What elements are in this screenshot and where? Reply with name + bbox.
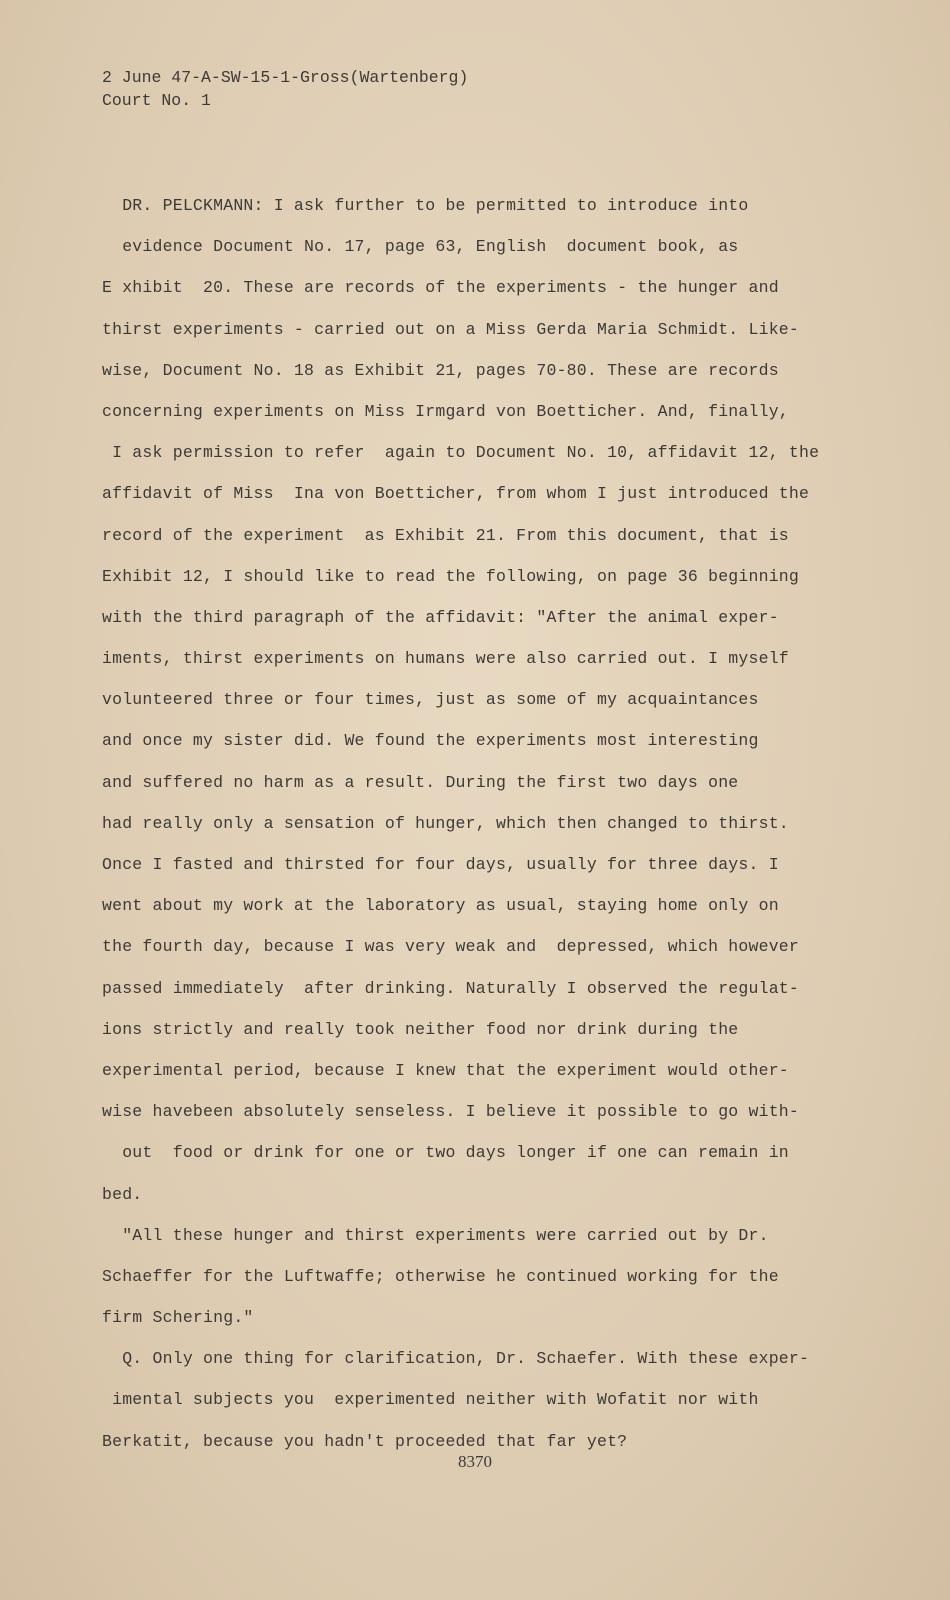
transcript-line: imental subjects you experimented neither with Wofatit nor with (102, 1390, 759, 1410)
transcript-line: and once my sister did. We found the experiments most interesting (102, 731, 759, 751)
transcript-line: I ask permission to refer again to Document No. 10, affidavit 12, the (102, 443, 820, 463)
transcript-line: went about my work at the laboratory as usual, staying home only on (102, 896, 779, 916)
transcript-line: iments, thirst experiments on humans were also carried out. I myself (102, 649, 789, 669)
transcript-line: and suffered no harm as a result. During the first two days one (102, 772, 739, 792)
transcript-line: with the third paragraph of the affidavit: "After the animal exper- (102, 607, 779, 627)
transcript-line: wise, Document No. 18 as Exhibit 21, pages 70-80. These are records (102, 360, 779, 380)
document-header (102, 66, 468, 112)
page-number: 8370 (458, 1452, 492, 1471)
transcript-line: the fourth day, because I was very weak and depressed, which however (102, 937, 800, 957)
transcript-line: DR. PELCKMANN: I ask further to be permitted to introduce into (102, 196, 749, 215)
transcript-line: out food or drink for one or two days longer if one can remain in (102, 1143, 789, 1163)
transcript-line: record of the experiment as Exhibit 21. From this document, that is (102, 525, 789, 545)
transcript-line: thirst experiments - carried out on a Miss Gerda Maria Schmidt. Like- (102, 319, 800, 339)
transcript-line: affidavit of Miss Ina von Boetticher, from whom I just introduced the (102, 484, 810, 504)
transcript-line: E xhibit 20. These are records of the experiments - the hunger and (102, 278, 779, 298)
transcript-line: concerning experiments on Miss Irmgard von Boetticher. And, finally, (102, 401, 789, 421)
transcript-line: bed. (102, 1184, 143, 1204)
transcript-line: Q. Only one thing for clarification, Dr. Schaefer. With these exper- (102, 1349, 810, 1369)
transcript-line: Berkatit, because you hadn't proceeded that far yet? (102, 1431, 628, 1451)
transcript-line: volunteered three or four times, just as some of my acquaintances (102, 690, 759, 710)
transcript-line: had really only a sensation of hunger, which then changed to thirst. (102, 813, 789, 833)
transcript-body (102, 185, 842, 1462)
header-date-case: 2 June 47-A-SW-15-1-Gross(Wartenberg) (102, 68, 469, 87)
transcript-line: evidence Document No. 17, page 63, English document book, as (102, 237, 739, 257)
transcript-line: ions strictly and really took neither food nor drink during the (102, 1019, 739, 1039)
transcript-line: passed immediately after drinking. Naturally I observed the regulat- (102, 978, 800, 998)
transcript-line: firm Schering." (102, 1308, 254, 1328)
transcript-line: Exhibit 12, I should like to read the following, on page 36 beginning (102, 566, 800, 586)
header-court: Court No. 1 (102, 91, 211, 110)
transcript-line: wise havebeen absolutely senseless. I believe it possible to go with- (102, 1102, 800, 1122)
transcript-line: "All these hunger and thirst experiments were carried out by Dr. (102, 1225, 769, 1245)
transcript-line: Schaeffer for the Luftwaffe; otherwise he continued working for the (102, 1266, 779, 1286)
transcript-line: experimental period, because I knew that the experiment would other- (102, 1060, 789, 1080)
transcript-line: Once I fasted and thirsted for four days, usually for three days. I (102, 855, 779, 874)
